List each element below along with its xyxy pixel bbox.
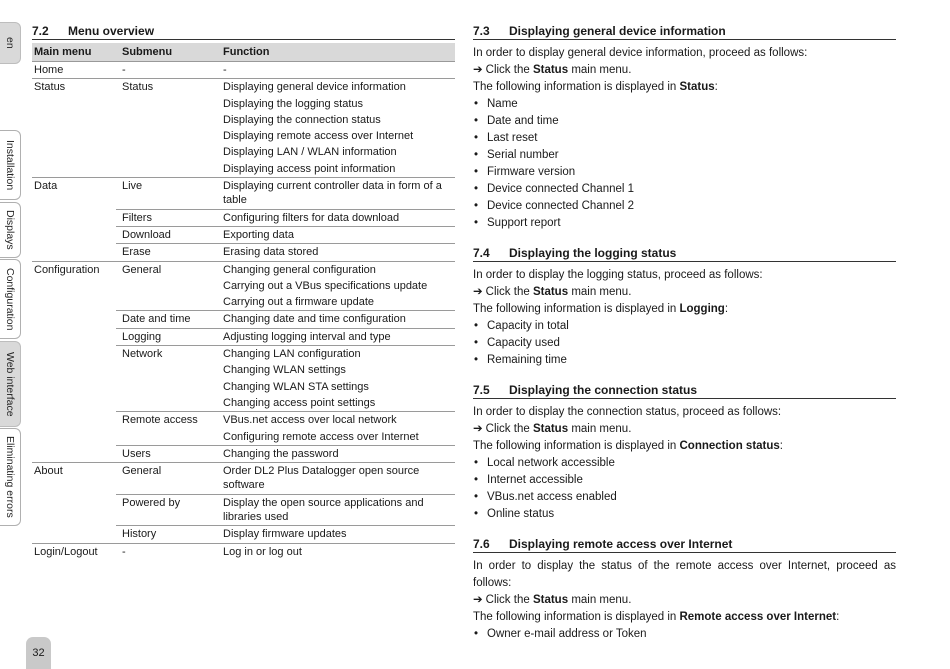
table-row bbox=[32, 328, 455, 345]
list-item: • Device connected Channel 1 bbox=[473, 181, 896, 198]
info-prefix: The following information is displayed in bbox=[473, 81, 677, 93]
table-row bbox=[32, 112, 455, 128]
cell-function: Changing date and time configuration bbox=[217, 311, 455, 328]
cell-submenu bbox=[116, 294, 217, 311]
cell-main-menu bbox=[32, 161, 116, 178]
info-list bbox=[473, 318, 896, 369]
cell-main-menu bbox=[32, 294, 116, 311]
cell-function: Changing general configuration bbox=[223, 263, 376, 276]
cell-function: Order DL2 Plus Datalogger open source software bbox=[217, 463, 455, 495]
cell-main-menu bbox=[32, 311, 116, 328]
cell-function: Displaying remote access over Internet bbox=[223, 130, 414, 143]
cell-submenu bbox=[116, 379, 217, 395]
info-suffix: : bbox=[724, 303, 729, 315]
info-suffix: : bbox=[714, 81, 718, 93]
cell-function: Displaying general device information bbox=[223, 81, 406, 94]
cell-submenu bbox=[116, 112, 217, 128]
step-prefix: Click the bbox=[485, 594, 530, 606]
table-row bbox=[32, 178, 455, 210]
list-item: • Last reset bbox=[473, 130, 896, 147]
list-item: • Internet accessible bbox=[473, 472, 896, 489]
table-row bbox=[32, 261, 455, 278]
cell-function: Carrying out a firmware update bbox=[217, 294, 455, 311]
section-heading bbox=[473, 242, 896, 262]
side-tab-web-interface[interactable] bbox=[0, 341, 21, 427]
table-row bbox=[32, 445, 455, 462]
table-row bbox=[32, 429, 455, 446]
list-item: • Capacity in total bbox=[473, 318, 896, 335]
page-number: 32 bbox=[26, 637, 51, 669]
side-tab-en[interactable] bbox=[0, 22, 21, 64]
cell-function: Changing WLAN settings bbox=[223, 364, 346, 377]
list-item: • Device connected Channel 2 bbox=[473, 198, 896, 215]
table-row bbox=[32, 128, 455, 144]
right-arrow-icon: ➔ bbox=[473, 423, 483, 435]
cell-submenu bbox=[116, 395, 217, 412]
cell-main-menu: Data bbox=[34, 180, 58, 193]
right-column bbox=[473, 20, 896, 653]
step-menu-name: Status bbox=[532, 64, 569, 76]
cell-main-menu bbox=[32, 96, 116, 112]
side-tab-label: Configuration bbox=[4, 267, 16, 331]
cell-function: VBus.net access over local network bbox=[223, 414, 397, 427]
section-7-4 bbox=[473, 242, 896, 369]
side-tab-configuration[interactable] bbox=[0, 259, 21, 339]
cell-main-menu: Configuration bbox=[34, 263, 100, 276]
cell-submenu bbox=[116, 96, 217, 112]
cell-function: Display firmware updates bbox=[217, 526, 455, 543]
table-header-row bbox=[32, 43, 455, 62]
instruction-step bbox=[473, 421, 896, 438]
list-item: • Date and time bbox=[473, 113, 896, 130]
side-tab-label: Eliminating errors bbox=[4, 436, 16, 518]
cell-main-menu: Home bbox=[32, 62, 116, 79]
cell-submenu: Download bbox=[116, 226, 217, 243]
table-row bbox=[32, 161, 455, 178]
right-arrow-icon: ➔ bbox=[473, 594, 483, 606]
table-row bbox=[32, 209, 455, 226]
info-list bbox=[473, 455, 896, 523]
section-intro: In order to display the connection status, proceed as follows: bbox=[473, 406, 782, 418]
section-title: Menu overview bbox=[68, 24, 155, 38]
list-item: • Support report bbox=[473, 215, 896, 232]
section-intro: In order to display the status of the remote access over Internet, proceed as follows: bbox=[473, 560, 896, 589]
cell-main-menu bbox=[32, 526, 116, 543]
section-heading bbox=[473, 379, 896, 399]
list-item: • Capacity used bbox=[473, 335, 896, 352]
right-arrow-icon: ➔ bbox=[473, 286, 483, 298]
section-7-6 bbox=[473, 533, 896, 643]
step-suffix: main menu. bbox=[571, 594, 632, 606]
cell-function: Configuring remote access over Internet bbox=[217, 429, 455, 446]
cell-submenu: Powered by bbox=[116, 494, 217, 526]
cell-main-menu bbox=[32, 209, 116, 226]
cell-submenu: General bbox=[116, 463, 217, 495]
table-row bbox=[32, 226, 455, 243]
section-7-3 bbox=[473, 20, 896, 232]
list-item: • Firmware version bbox=[473, 164, 896, 181]
section-title: Displaying the logging status bbox=[509, 246, 677, 260]
section-number: 7.4 bbox=[473, 246, 490, 260]
info-prefix: The following information is displayed in bbox=[473, 440, 677, 452]
cell-submenu: Filters bbox=[116, 209, 217, 226]
cell-main-menu: Login/Logout bbox=[34, 545, 98, 558]
cell-function: - bbox=[217, 62, 455, 79]
instruction-step bbox=[473, 284, 896, 301]
table-row bbox=[32, 526, 455, 543]
cell-function: Displaying the logging status bbox=[223, 97, 364, 110]
cell-submenu: - bbox=[122, 545, 126, 558]
instruction-step bbox=[473, 62, 896, 79]
cell-submenu: - bbox=[116, 62, 217, 79]
sections-container bbox=[473, 20, 896, 643]
menu-overview-section bbox=[32, 20, 455, 560]
cell-function: Configuring filters for data download bbox=[217, 209, 455, 226]
table-row bbox=[32, 79, 455, 96]
instruction-step bbox=[473, 592, 896, 609]
cell-function: Changing access point settings bbox=[217, 395, 455, 412]
cell-function: Changing the password bbox=[217, 445, 455, 462]
step-prefix: Click the bbox=[485, 64, 530, 76]
side-tab-installation[interactable] bbox=[0, 130, 21, 200]
list-item: • VBus.net access enabled bbox=[473, 489, 896, 506]
section-title: Displaying general device information bbox=[509, 24, 726, 38]
cell-function: Erasing data stored bbox=[217, 244, 455, 261]
cell-submenu: Date and time bbox=[116, 311, 217, 328]
step-suffix: main menu. bbox=[571, 64, 632, 76]
section-number: 7.6 bbox=[473, 537, 490, 551]
cell-function: Changing LAN configuration bbox=[223, 348, 361, 361]
table-row bbox=[32, 96, 455, 112]
side-tab-label: Web interface bbox=[4, 351, 16, 417]
cell-submenu: Live bbox=[116, 178, 217, 210]
section-number: 7.5 bbox=[473, 383, 490, 397]
section-title: Displaying remote access over Internet bbox=[509, 537, 733, 551]
list-item: • Owner e-mail address or Token bbox=[473, 626, 896, 643]
table-row bbox=[32, 362, 455, 378]
cell-function: Displaying access point information bbox=[217, 161, 455, 178]
cell-submenu bbox=[116, 161, 217, 178]
info-line bbox=[473, 438, 896, 455]
table-row bbox=[32, 412, 455, 429]
cell-main-menu bbox=[32, 445, 116, 462]
cell-submenu: Logging bbox=[116, 328, 217, 345]
info-menu-name: Remote access over Internet bbox=[679, 611, 837, 623]
cell-main-menu bbox=[32, 144, 116, 160]
cell-main-menu bbox=[32, 128, 116, 144]
info-prefix: The following information is displayed in bbox=[473, 611, 677, 623]
table-row bbox=[32, 379, 455, 395]
table-row bbox=[32, 278, 455, 294]
step-menu-name: Status bbox=[532, 594, 569, 606]
table-row bbox=[32, 543, 455, 560]
cell-function: Log in or log out bbox=[223, 545, 302, 558]
cell-main-menu: About bbox=[34, 465, 63, 478]
section-intro: In order to display general device information, proceed as follows: bbox=[473, 47, 808, 59]
side-tab-label: Installation bbox=[4, 139, 16, 191]
step-menu-name: Status bbox=[532, 423, 569, 435]
table-row bbox=[32, 294, 455, 311]
column-header-submenu: Submenu bbox=[116, 43, 217, 62]
step-prefix: Click the bbox=[485, 286, 530, 298]
section-heading bbox=[473, 533, 896, 553]
cell-submenu: Erase bbox=[116, 244, 217, 261]
cell-main-menu bbox=[32, 494, 116, 526]
right-arrow-icon: ➔ bbox=[473, 64, 483, 76]
table-row bbox=[32, 463, 455, 495]
cell-main-menu bbox=[32, 278, 116, 294]
side-tab-label: Displays bbox=[4, 210, 16, 250]
table-row bbox=[32, 311, 455, 328]
cell-submenu: Network bbox=[122, 348, 163, 361]
info-line bbox=[473, 79, 896, 96]
cell-submenu: History bbox=[116, 526, 217, 543]
section-number: 7.2 bbox=[32, 24, 49, 38]
section-heading bbox=[473, 20, 896, 40]
table-row bbox=[32, 62, 455, 79]
cell-function: Carrying out a VBus specifications update bbox=[223, 279, 428, 292]
step-menu-name: Status bbox=[532, 286, 569, 298]
cell-submenu: Users bbox=[116, 445, 217, 462]
info-line bbox=[473, 301, 896, 318]
cell-main-menu bbox=[32, 362, 116, 378]
info-suffix: : bbox=[779, 440, 783, 452]
info-list bbox=[473, 626, 896, 643]
cell-main-menu bbox=[32, 226, 116, 243]
cell-submenu bbox=[116, 278, 217, 294]
info-menu-name: Connection status bbox=[679, 440, 780, 452]
cell-main-menu bbox=[32, 328, 116, 345]
info-line bbox=[473, 609, 896, 626]
cell-function: Changing WLAN STA settings bbox=[223, 380, 369, 393]
cell-main-menu: Status bbox=[34, 81, 66, 94]
cell-main-menu bbox=[32, 244, 116, 261]
table-row bbox=[32, 346, 455, 363]
step-prefix: Click the bbox=[485, 423, 530, 435]
cell-main-menu bbox=[32, 429, 116, 446]
side-tab-eliminating-errors[interactable] bbox=[0, 428, 21, 526]
cell-main-menu bbox=[32, 379, 116, 395]
info-list bbox=[473, 96, 896, 232]
cell-submenu bbox=[116, 144, 217, 160]
step-suffix: main menu. bbox=[571, 286, 632, 298]
cell-submenu bbox=[116, 362, 217, 378]
table-row bbox=[32, 395, 455, 412]
menu-table-body bbox=[32, 62, 455, 560]
section-heading bbox=[32, 20, 455, 40]
table-row bbox=[32, 494, 455, 526]
cell-main-menu bbox=[32, 395, 116, 412]
section-title: Displaying the connection status bbox=[509, 383, 698, 397]
info-menu-name: Status bbox=[679, 81, 715, 93]
cell-main-menu bbox=[32, 346, 116, 363]
section-intro: In order to display the logging status, proceed as follows: bbox=[473, 269, 763, 281]
list-item: • Serial number bbox=[473, 147, 896, 164]
cell-function: Adjusting logging interval and type bbox=[217, 328, 455, 345]
cell-submenu bbox=[116, 429, 217, 446]
info-suffix: : bbox=[836, 611, 840, 623]
cell-submenu: General bbox=[122, 263, 162, 276]
cell-function: Displaying current controller data in form of a table bbox=[217, 178, 455, 210]
side-tab-displays[interactable] bbox=[0, 202, 21, 258]
section-7-5 bbox=[473, 379, 896, 523]
section-number: 7.3 bbox=[473, 24, 490, 38]
cell-main-menu bbox=[32, 112, 116, 128]
cell-main-menu bbox=[32, 412, 116, 429]
cell-function: Display the open source applications and libraries used bbox=[217, 494, 455, 526]
step-suffix: main menu. bbox=[571, 423, 632, 435]
cell-function: Displaying the connection status bbox=[223, 113, 381, 126]
side-tab-label: en bbox=[4, 37, 16, 49]
info-prefix: The following information is displayed in bbox=[473, 303, 677, 315]
cell-submenu: Remote access bbox=[122, 414, 198, 427]
table-row bbox=[32, 244, 455, 261]
cell-function: Exporting data bbox=[217, 226, 455, 243]
menu-overview-table bbox=[32, 43, 455, 560]
list-item: • Name bbox=[473, 96, 896, 113]
table-row bbox=[32, 144, 455, 160]
cell-submenu: Status bbox=[122, 81, 154, 94]
cell-submenu bbox=[116, 128, 217, 144]
column-header-main-menu: Main menu bbox=[32, 43, 116, 62]
list-item: • Online status bbox=[473, 506, 896, 523]
cell-function: Displaying LAN / WLAN information bbox=[223, 146, 397, 159]
list-item: • Remaining time bbox=[473, 352, 896, 369]
list-item: • Local network accessible bbox=[473, 455, 896, 472]
info-menu-name: Logging bbox=[679, 303, 725, 315]
column-header-function: Function bbox=[217, 43, 455, 62]
